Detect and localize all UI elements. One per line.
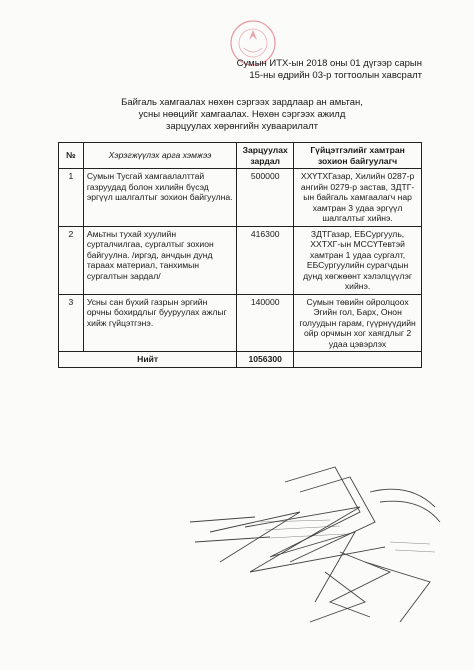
header-action: Хэрэгжүүлэх арга хэмжээ [83,143,236,169]
document-title [80,97,404,133]
allocation-table [58,142,422,368]
row-partner: ХХҮТХГазар, Хилийн 0287-р ангийн 0279-р застав, ЗДТГ-ын байгаль хамгаалагч нар хамтран 3 удаа эргүүл шалгалтыг хийнэ. [294,169,422,227]
appendix-note [212,58,422,82]
handwritten-signature [150,452,450,632]
total-label: Нийт [59,352,237,368]
table-row [59,169,422,227]
row-no: 3 [59,294,84,352]
row-amount: 140000 [237,294,294,352]
header-partner: Гүйцэтгэлийг хамтран зохион байгуулагч [294,143,422,169]
total-row [59,352,422,368]
title-line3: зарцуулах хөрөнгийн хуваарилалт [166,121,318,132]
header-no: № [59,143,84,169]
appendix-note-line1: Сумын ИТХ-ын 2018 оны 01 дүгээр сарын [236,58,422,69]
total-amount: 1056300 [237,352,294,368]
total-empty-cell [294,352,422,368]
row-amount: 500000 [237,169,294,227]
title-line1: Байгаль хамгаалах нөхөн сэргээх зардлаар ан амьтан, [121,97,363,108]
table-row [59,294,422,352]
header-amount: Зарцуулах зардал [237,143,294,169]
row-partner: ЗДТГазар, ЕБСургууль, ХХТХГ-ын МССҮТевтэй хамтран 1 удаа сургалт, ЕБСургуулийн сурагчдын дунд хөгжөөнт хэлэлцүүлэг хийнэ. [294,226,422,294]
table-header-row [59,143,422,169]
row-action: Усны сан бүхий газрын эргийн орчны бохирдлыг бууруулах ажлыг хийж гүйцэтгэнэ. [83,294,236,352]
row-no: 1 [59,169,84,227]
row-amount: 416300 [237,226,294,294]
row-partner: Сумын төвийн ойролцоох Эгийн гол, Барх, Онон голуудын гарам, гүүрнүүдийн ойр орчмын хог хаягдлыг 2 удаа цэвэрлэх [294,294,422,352]
row-action: Амьтны тухай хуулийн сурталчилгаа, сургалтыг зохион байгуулна. /иргэд, анчдын дунд тараах материал, танхимын сургалтын зардал/ [83,226,236,294]
row-action: Сумын Тусгай хамгаалалттай газруудад болон хилийн бүсэд эргүүл шалгалтыг зохион байгуулна. [83,169,236,227]
title-line2: усны нөөцийг хамгаалах. Нөхөн сэргээх ажилд [138,109,346,120]
appendix-note-line2: 15-ны өдрийн 03-р тогтоолын хавсралт [249,70,422,81]
row-no: 2 [59,226,84,294]
table-row [59,226,422,294]
